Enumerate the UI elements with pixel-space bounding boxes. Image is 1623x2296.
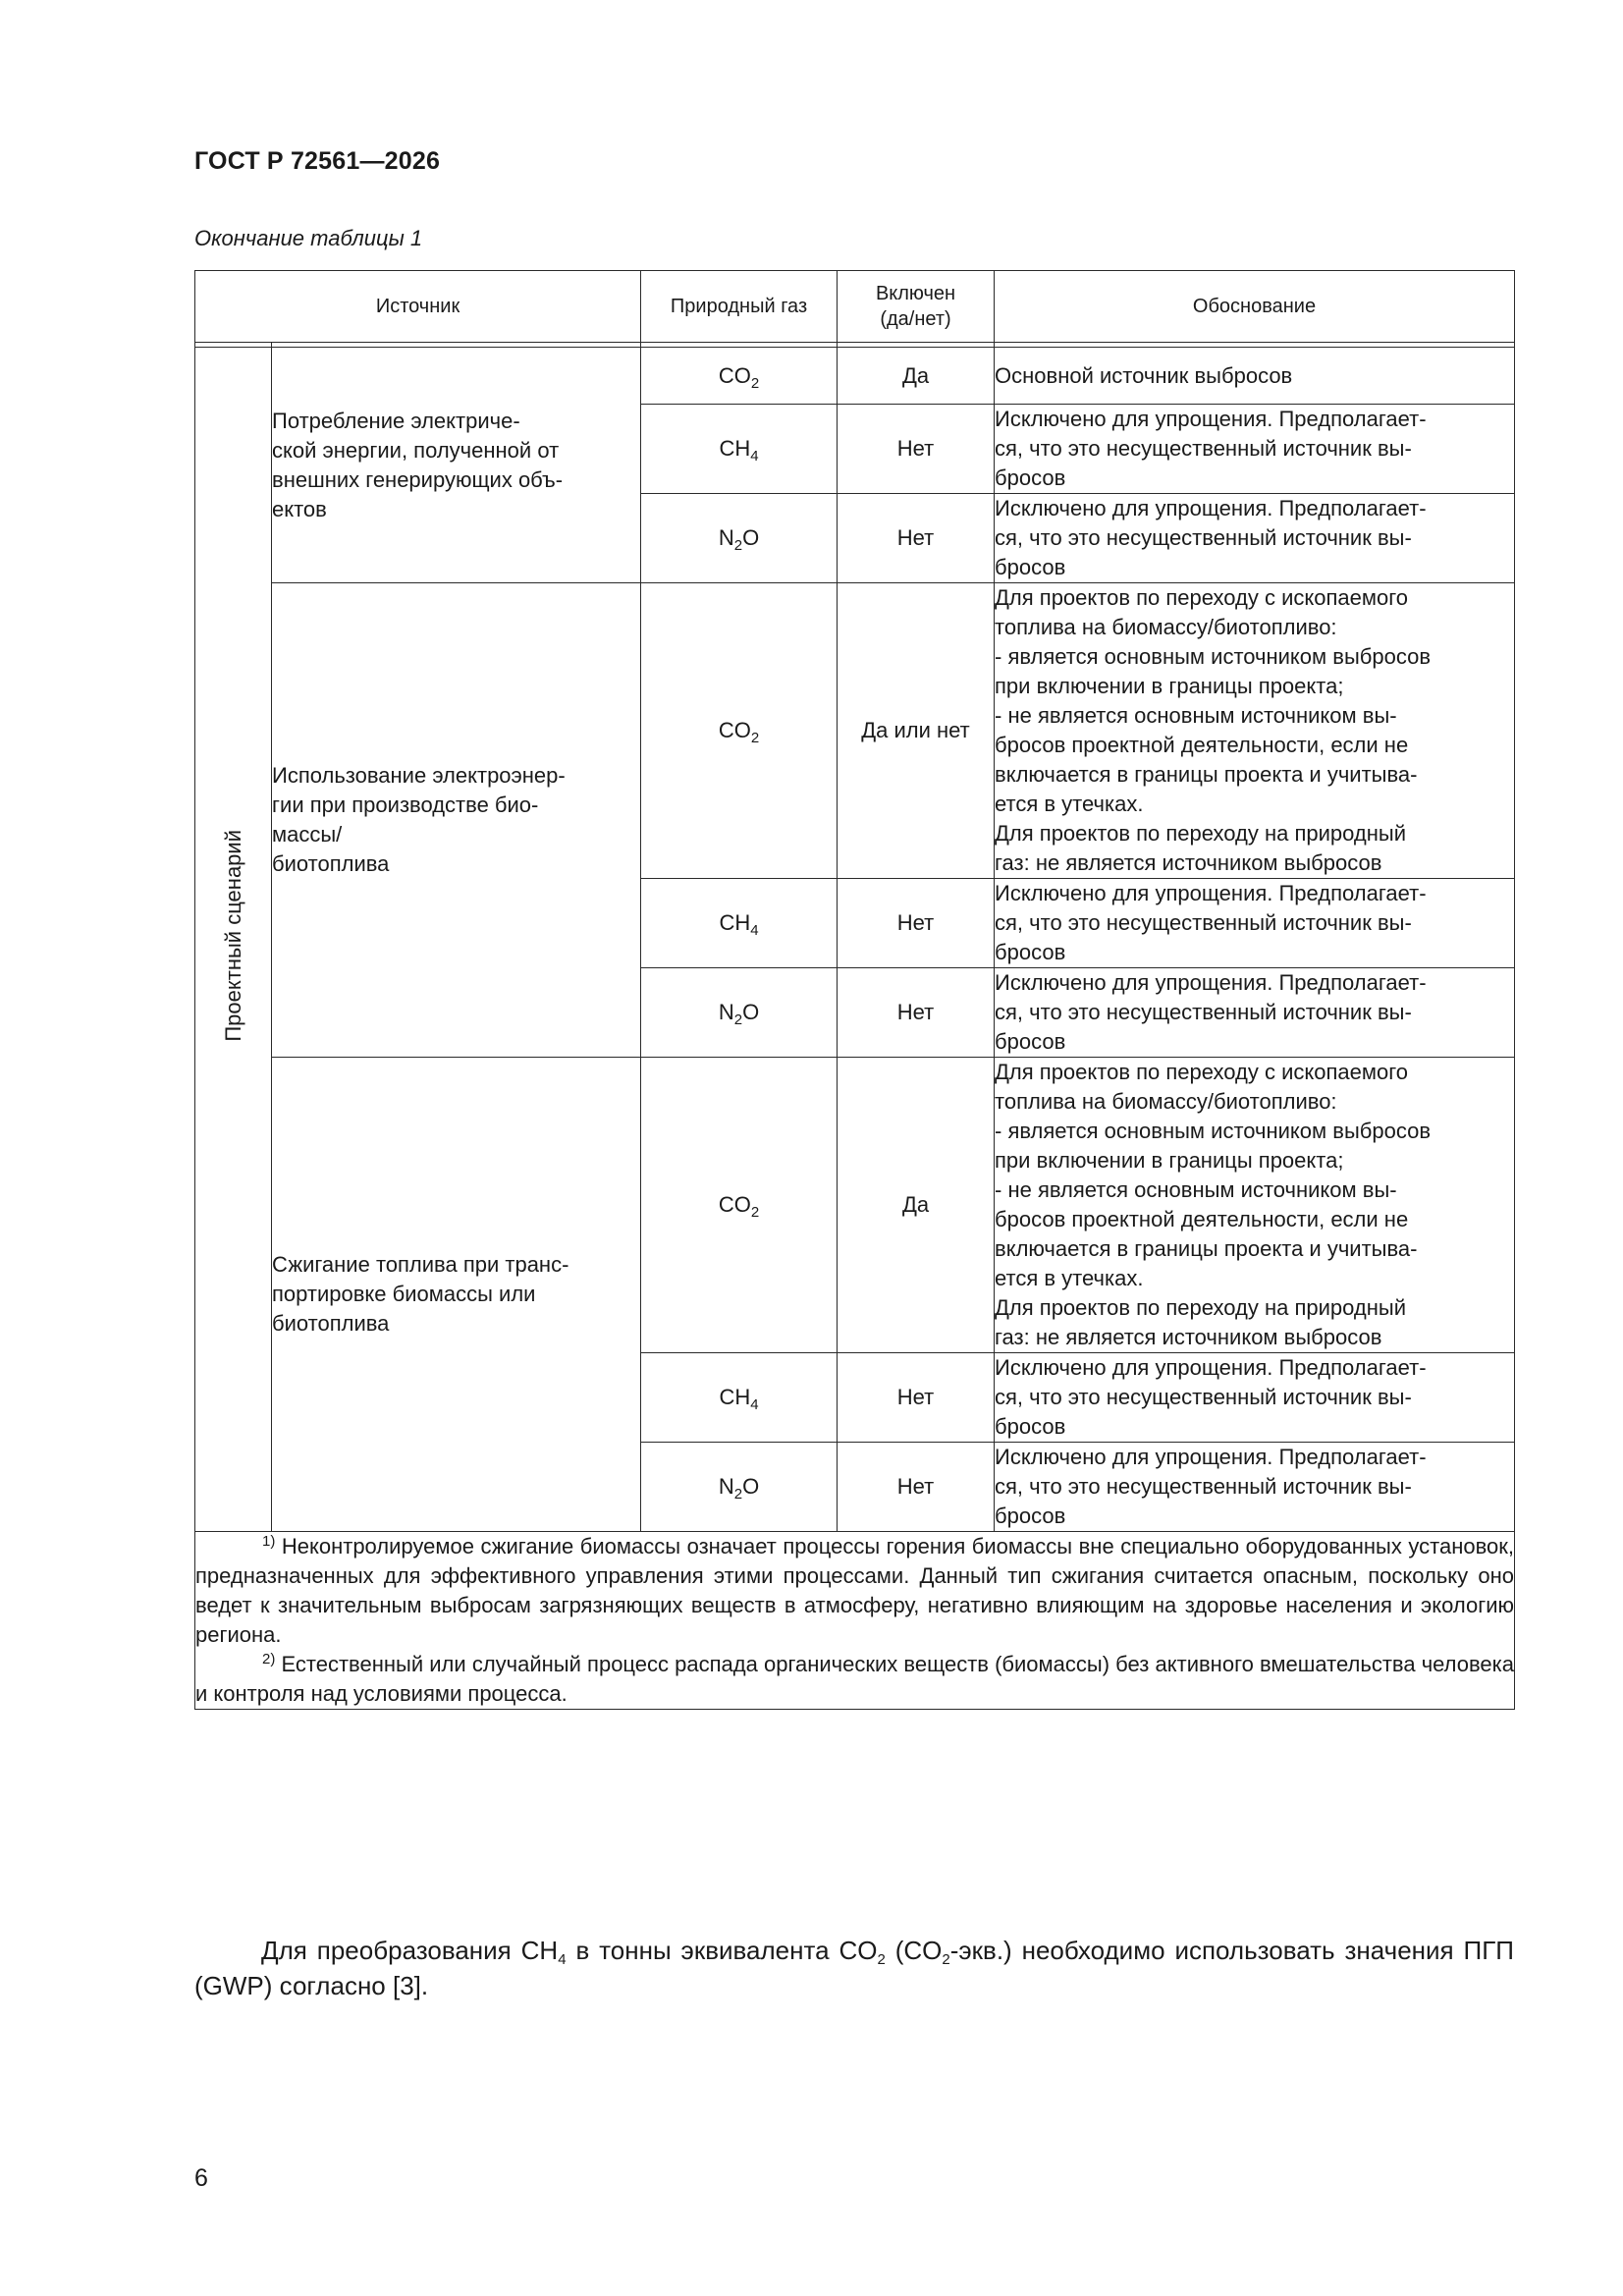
- source-text: Потребление электриче- ской энергии, полученной от внешних генерирующих объ- ектов: [272, 408, 564, 521]
- footnote-text: Естественный или случайный процесс распада органических веществ (биомассы) без активного вмешательства человека и контроля над условиями процесса.: [195, 1652, 1515, 1706]
- footnote: [195, 1650, 1514, 1709]
- gas-cell: [641, 1058, 838, 1353]
- included-cell: Нет: [838, 879, 995, 968]
- reason-text: Для проектов по переходу с ископаемого топлива на биомассу/биотопливо: - является основным источником выбросов при включении в границы проекта; - не является основным источником вы- бросов проектной деятельности, если не включается в границы проекта и учитыва- ется в утечках. Для проектов по переходу на природный газ: не является источником выбросов: [995, 585, 1432, 875]
- scenario-label: Проектный сценарий: [220, 829, 245, 1042]
- gas-subscript: 2: [750, 1204, 760, 1221]
- reason-cell: [995, 494, 1515, 583]
- header-reason: Обоснование: [995, 271, 1515, 343]
- gas-subscript: 4: [750, 448, 759, 465]
- gas-cell: [641, 405, 838, 494]
- source-cell: [272, 583, 641, 1058]
- gas-cell: [641, 583, 838, 879]
- gas-subscript: 2: [733, 1486, 743, 1503]
- gas-formula: N: [718, 1474, 734, 1499]
- header-source: Источник: [195, 271, 641, 343]
- included-cell: Нет: [838, 405, 995, 494]
- table-caption: Окончание таблицы 1: [194, 226, 423, 250]
- reason-text: Исключено для упрощения. Предполагает- ся, что это несущественный источник вы- бросов: [995, 970, 1427, 1054]
- gas-subscript: 4: [750, 1396, 759, 1413]
- gas-formula-tail: O: [742, 525, 760, 550]
- reason-cell: [995, 1443, 1515, 1532]
- reason-cell: [995, 1353, 1515, 1443]
- footnote-mark: 1): [262, 1533, 276, 1550]
- gas-subscript: 2: [733, 537, 743, 554]
- gas-formula-tail: O: [742, 1474, 760, 1499]
- reason-text: Исключено для упрощения. Предполагает- ся, что это несущественный источник вы- бросов: [995, 496, 1427, 579]
- gas-cell: [641, 348, 838, 405]
- reason-text: Исключено для упрощения. Предполагает- ся, что это несущественный источник вы- бросов: [995, 407, 1427, 490]
- reason-text: Исключено для упрощения. Предполагает- ся, что это несущественный источник вы- бросов: [995, 1355, 1427, 1439]
- source-cell: [272, 348, 641, 583]
- gas-formula: CO: [718, 362, 751, 388]
- reason-text: Основной источник выбросов: [995, 362, 1293, 388]
- gas-formula: N: [718, 1000, 734, 1024]
- included-cell: Нет: [838, 1443, 995, 1532]
- included-cell: Нет: [838, 968, 995, 1058]
- source-text: Использование электроэнер- гии при производстве био- массы/ биотоплива: [272, 763, 566, 876]
- reason-cell: [995, 1058, 1515, 1353]
- table-row: [195, 1058, 1515, 1353]
- gas-subscript: 2: [750, 730, 760, 746]
- reason-text: Исключено для упрощения. Предполагает- ся, что это несущественный источник вы- бросов: [995, 1445, 1427, 1528]
- included-cell: Да: [838, 1058, 995, 1353]
- included-cell: Нет: [838, 1353, 995, 1443]
- reason-cell: [995, 968, 1515, 1058]
- included-cell: Да: [838, 348, 995, 405]
- reason-cell: [995, 583, 1515, 879]
- gas-formula: N: [718, 525, 734, 550]
- footnotes: [195, 1532, 1515, 1710]
- gas-formula: CH: [719, 910, 751, 935]
- page-number: 6: [194, 2164, 208, 2192]
- reason-text: Для проектов по переходу с ископаемого топлива на биомассу/биотопливо: - является основным источником выбросов при включении в границы проекта; - не является основным источником вы- бросов проектной деятельности, если не включается в границы проекта и учитыва- ется в утечках. Для проектов по переходу на природный газ: не является источником выбросов: [995, 1060, 1432, 1349]
- table-header-row: [195, 271, 1515, 343]
- table-row: [195, 348, 1515, 405]
- header-included: Включен (да/нет): [838, 271, 995, 343]
- scenario-label-cell: [195, 348, 272, 1532]
- sources-table: [194, 270, 1515, 1710]
- gas-cell: [641, 968, 838, 1058]
- table-body: [195, 348, 1515, 1532]
- gas-subscript: 2: [733, 1011, 743, 1028]
- gas-formula: CH: [719, 1385, 751, 1409]
- reason-cell: [995, 348, 1515, 405]
- footnotes-row: [195, 1532, 1515, 1710]
- gas-formula: CH: [719, 436, 751, 461]
- footnote-text: Неконтролируемое сжигание биомассы означает процессы горения биомассы вне специально оборудованных установок, предназначенных для эффективного управления этими процессами. Данный тип сжигания считается опасным, поскольку оно ведет к значительным выбросам загрязняющих веществ в атмосферу, негативно влияющим на здоровье населения и экологию региона.: [195, 1534, 1515, 1647]
- included-cell: Да или нет: [838, 583, 995, 879]
- gas-subscript: 4: [750, 922, 759, 939]
- source-cell: [272, 1058, 641, 1532]
- header-gas: Природный газ: [641, 271, 838, 343]
- included-cell: Нет: [838, 494, 995, 583]
- footnote-mark: 2): [262, 1651, 276, 1667]
- reason-text: Исключено для упрощения. Предполагает- ся, что это несущественный источник вы- бросов: [995, 881, 1427, 964]
- footnote: [195, 1532, 1514, 1650]
- document-header: ГОСТ Р 72561—2026: [194, 147, 441, 175]
- gas-cell: [641, 879, 838, 968]
- gas-formula-tail: O: [742, 1000, 760, 1024]
- table-row: [195, 583, 1515, 879]
- reason-cell: [995, 879, 1515, 968]
- gwp-paragraph: Для преобразования $CH_4$ в тонны эквивалента $CO_2$ $(CO_2-экв.)$ необходимо использовать значения ПГП (GWP) согласно [3].: [194, 1936, 1514, 2000]
- gas-cell: [641, 494, 838, 583]
- gas-cell: [641, 1353, 838, 1443]
- source-text: Сжигание топлива при транс- портировке биомассы или биотоплива: [272, 1252, 569, 1336]
- gas-subscript: 2: [750, 374, 760, 392]
- gas-formula: CO: [718, 718, 751, 742]
- gas-formula: CO: [718, 1192, 751, 1217]
- reason-cell: [995, 405, 1515, 494]
- gas-cell: [641, 1443, 838, 1532]
